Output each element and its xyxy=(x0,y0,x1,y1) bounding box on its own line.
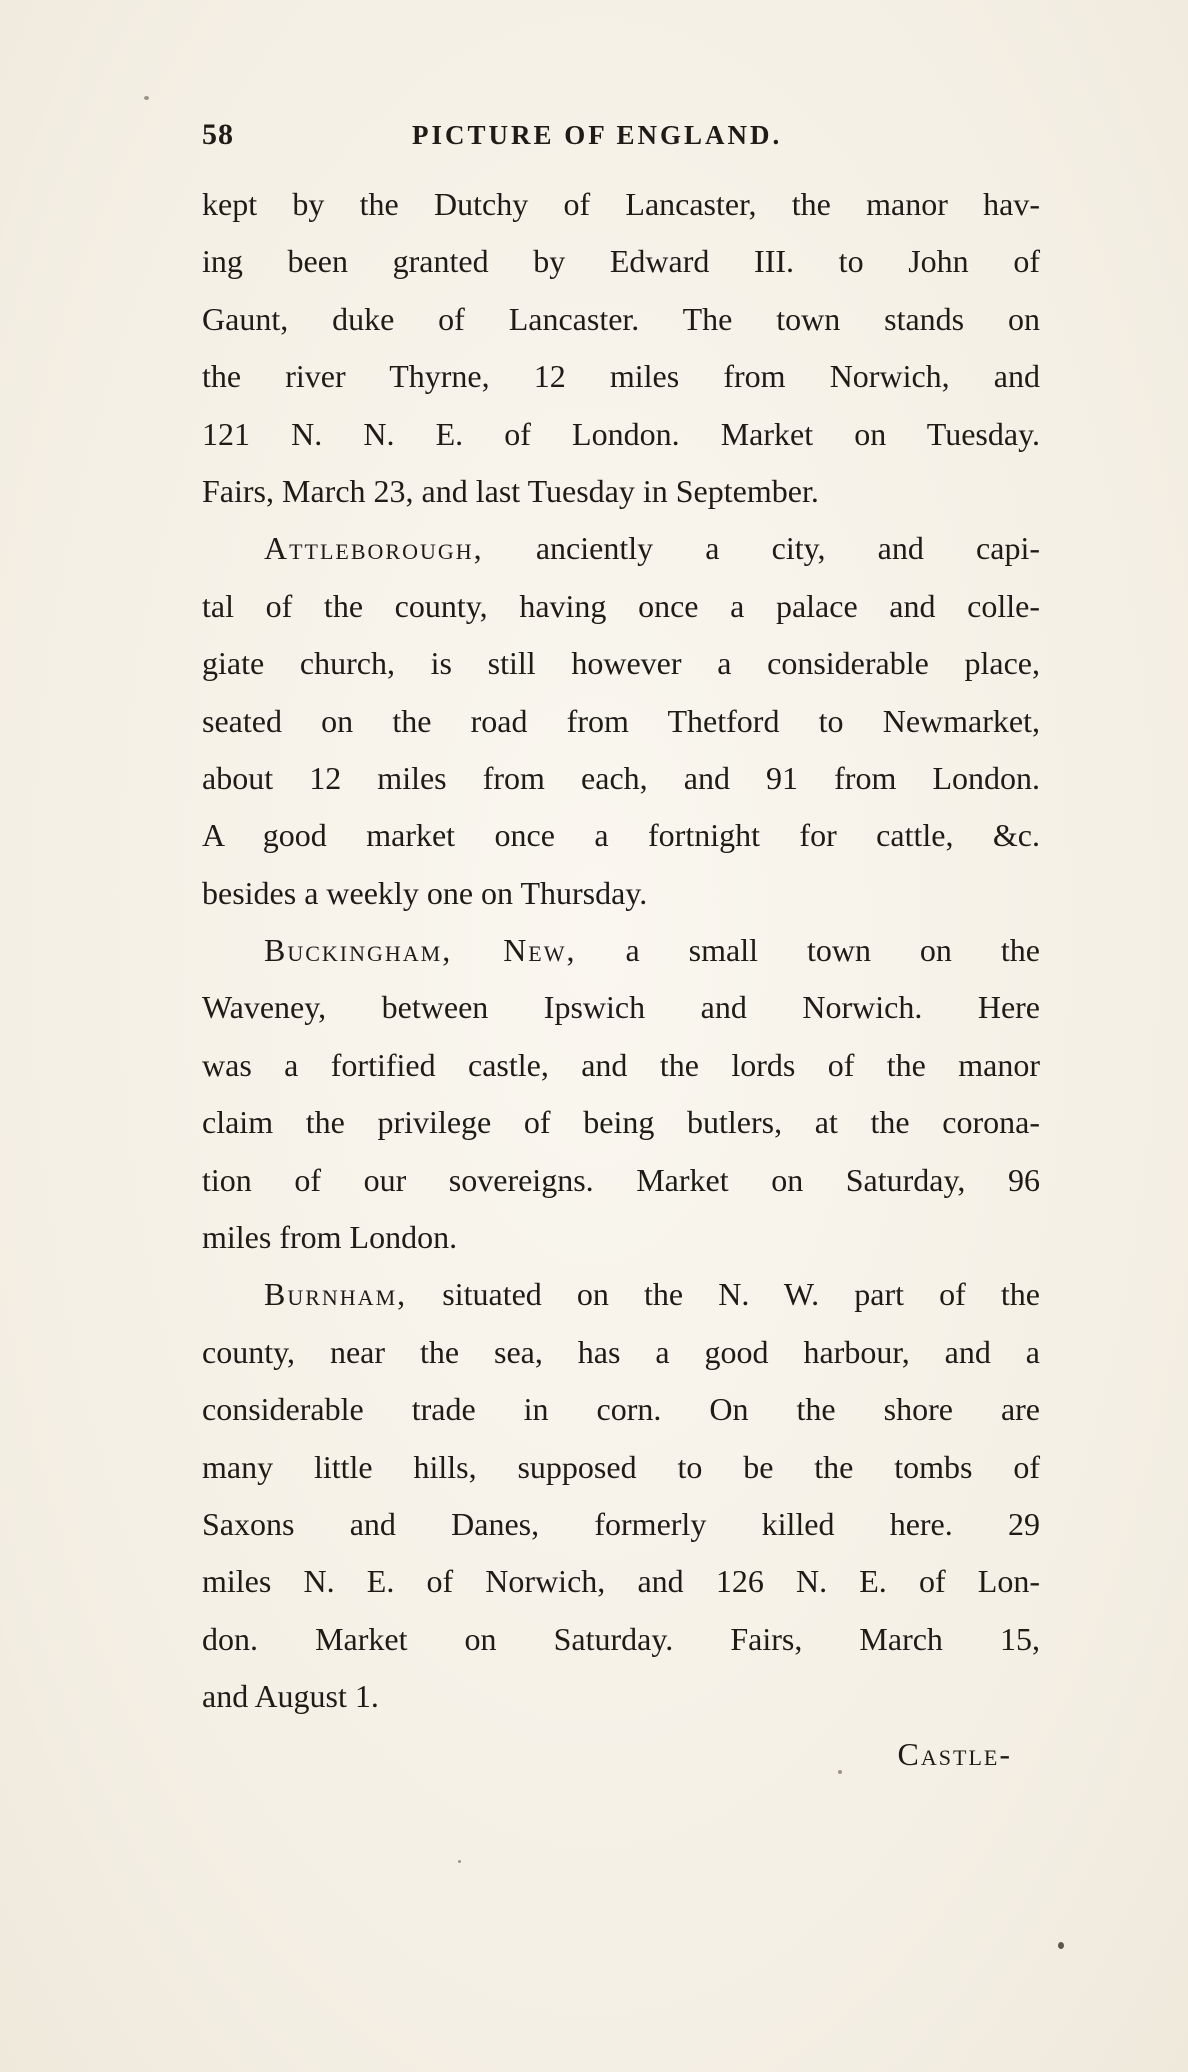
paper-speck xyxy=(458,1860,461,1863)
body-text xyxy=(202,176,1040,1783)
text-line: was a fortified castle, and the lords of the manor xyxy=(202,1046,1040,1083)
text-line: about 12 miles from each, and 91 from London. xyxy=(202,759,1040,796)
text-line: miles from London. xyxy=(202,1219,458,1256)
text-line: county, near the sea, has a good harbour, and a xyxy=(202,1333,1040,1370)
text-line: the river Thyrne, 12 miles from Norwich, and xyxy=(202,358,1040,395)
entry-buckingham: Buckingham, New, a small town on the xyxy=(264,932,1040,969)
text-line: kept by the Dutchy of Lancaster, the manor hav- xyxy=(202,186,1040,222)
paper-speck xyxy=(838,1770,842,1774)
text-line: Saxons and Danes, formerly killed here. 29 xyxy=(202,1505,1040,1542)
text-line: besides a weekly one on Thursday. xyxy=(202,874,648,911)
text-line: Waveney, between Ipswich and Norwich. Here xyxy=(202,989,1040,1026)
paper-speck xyxy=(144,96,149,100)
entry-attleborough: Attleborough, anciently a city, and capi- xyxy=(264,530,1040,567)
place-name: Buckingham, New, xyxy=(264,932,577,969)
running-head: PICTURE OF ENGLAND. xyxy=(412,120,783,150)
text-line: giate church, is still however a considerable place, xyxy=(202,645,1040,682)
page-number: 58 xyxy=(202,118,234,151)
text-line: tion of our sovereigns. Market on Saturday, 96 xyxy=(202,1161,1040,1198)
text-line: 121 N. N. E. of London. Market on Tuesday. xyxy=(202,415,1040,452)
text-line: tal of the county, having once a palace and colle- xyxy=(202,587,1040,624)
text-line: Fairs, March 23, and last Tuesday in September. xyxy=(202,472,819,509)
text-line: many little hills, supposed to be the tombs of xyxy=(202,1448,1040,1485)
text-line: miles N. E. of Norwich, and 126 N. E. of Lon- xyxy=(202,1563,1040,1600)
text-line: claim the privilege of being butlers, at the corona- xyxy=(202,1104,1040,1141)
text-line: ing been granted by Edward III. to John of xyxy=(202,243,1040,280)
text-line: Gaunt, duke of Lancaster. The town stands on xyxy=(202,300,1040,337)
page-header xyxy=(202,118,1042,158)
text-line: seated on the road from Thetford to Newmarket, xyxy=(202,702,1040,739)
text-line: A good market once a fortnight for cattle, &c. xyxy=(202,817,1040,854)
paper-speck xyxy=(1058,1942,1064,1949)
text-line: and August 1. xyxy=(202,1678,379,1715)
place-name: Burnham, xyxy=(264,1276,408,1313)
text-line: don. Market on Saturday. Fairs, March 15, xyxy=(202,1620,1040,1657)
place-name: Attleborough, xyxy=(264,530,484,567)
text-line: considerable trade in corn. On the shore are xyxy=(202,1391,1040,1428)
entry-burnham: Burnham, situated on the N. W. part of the xyxy=(264,1276,1040,1313)
catchword: Castle- xyxy=(897,1735,1012,1772)
